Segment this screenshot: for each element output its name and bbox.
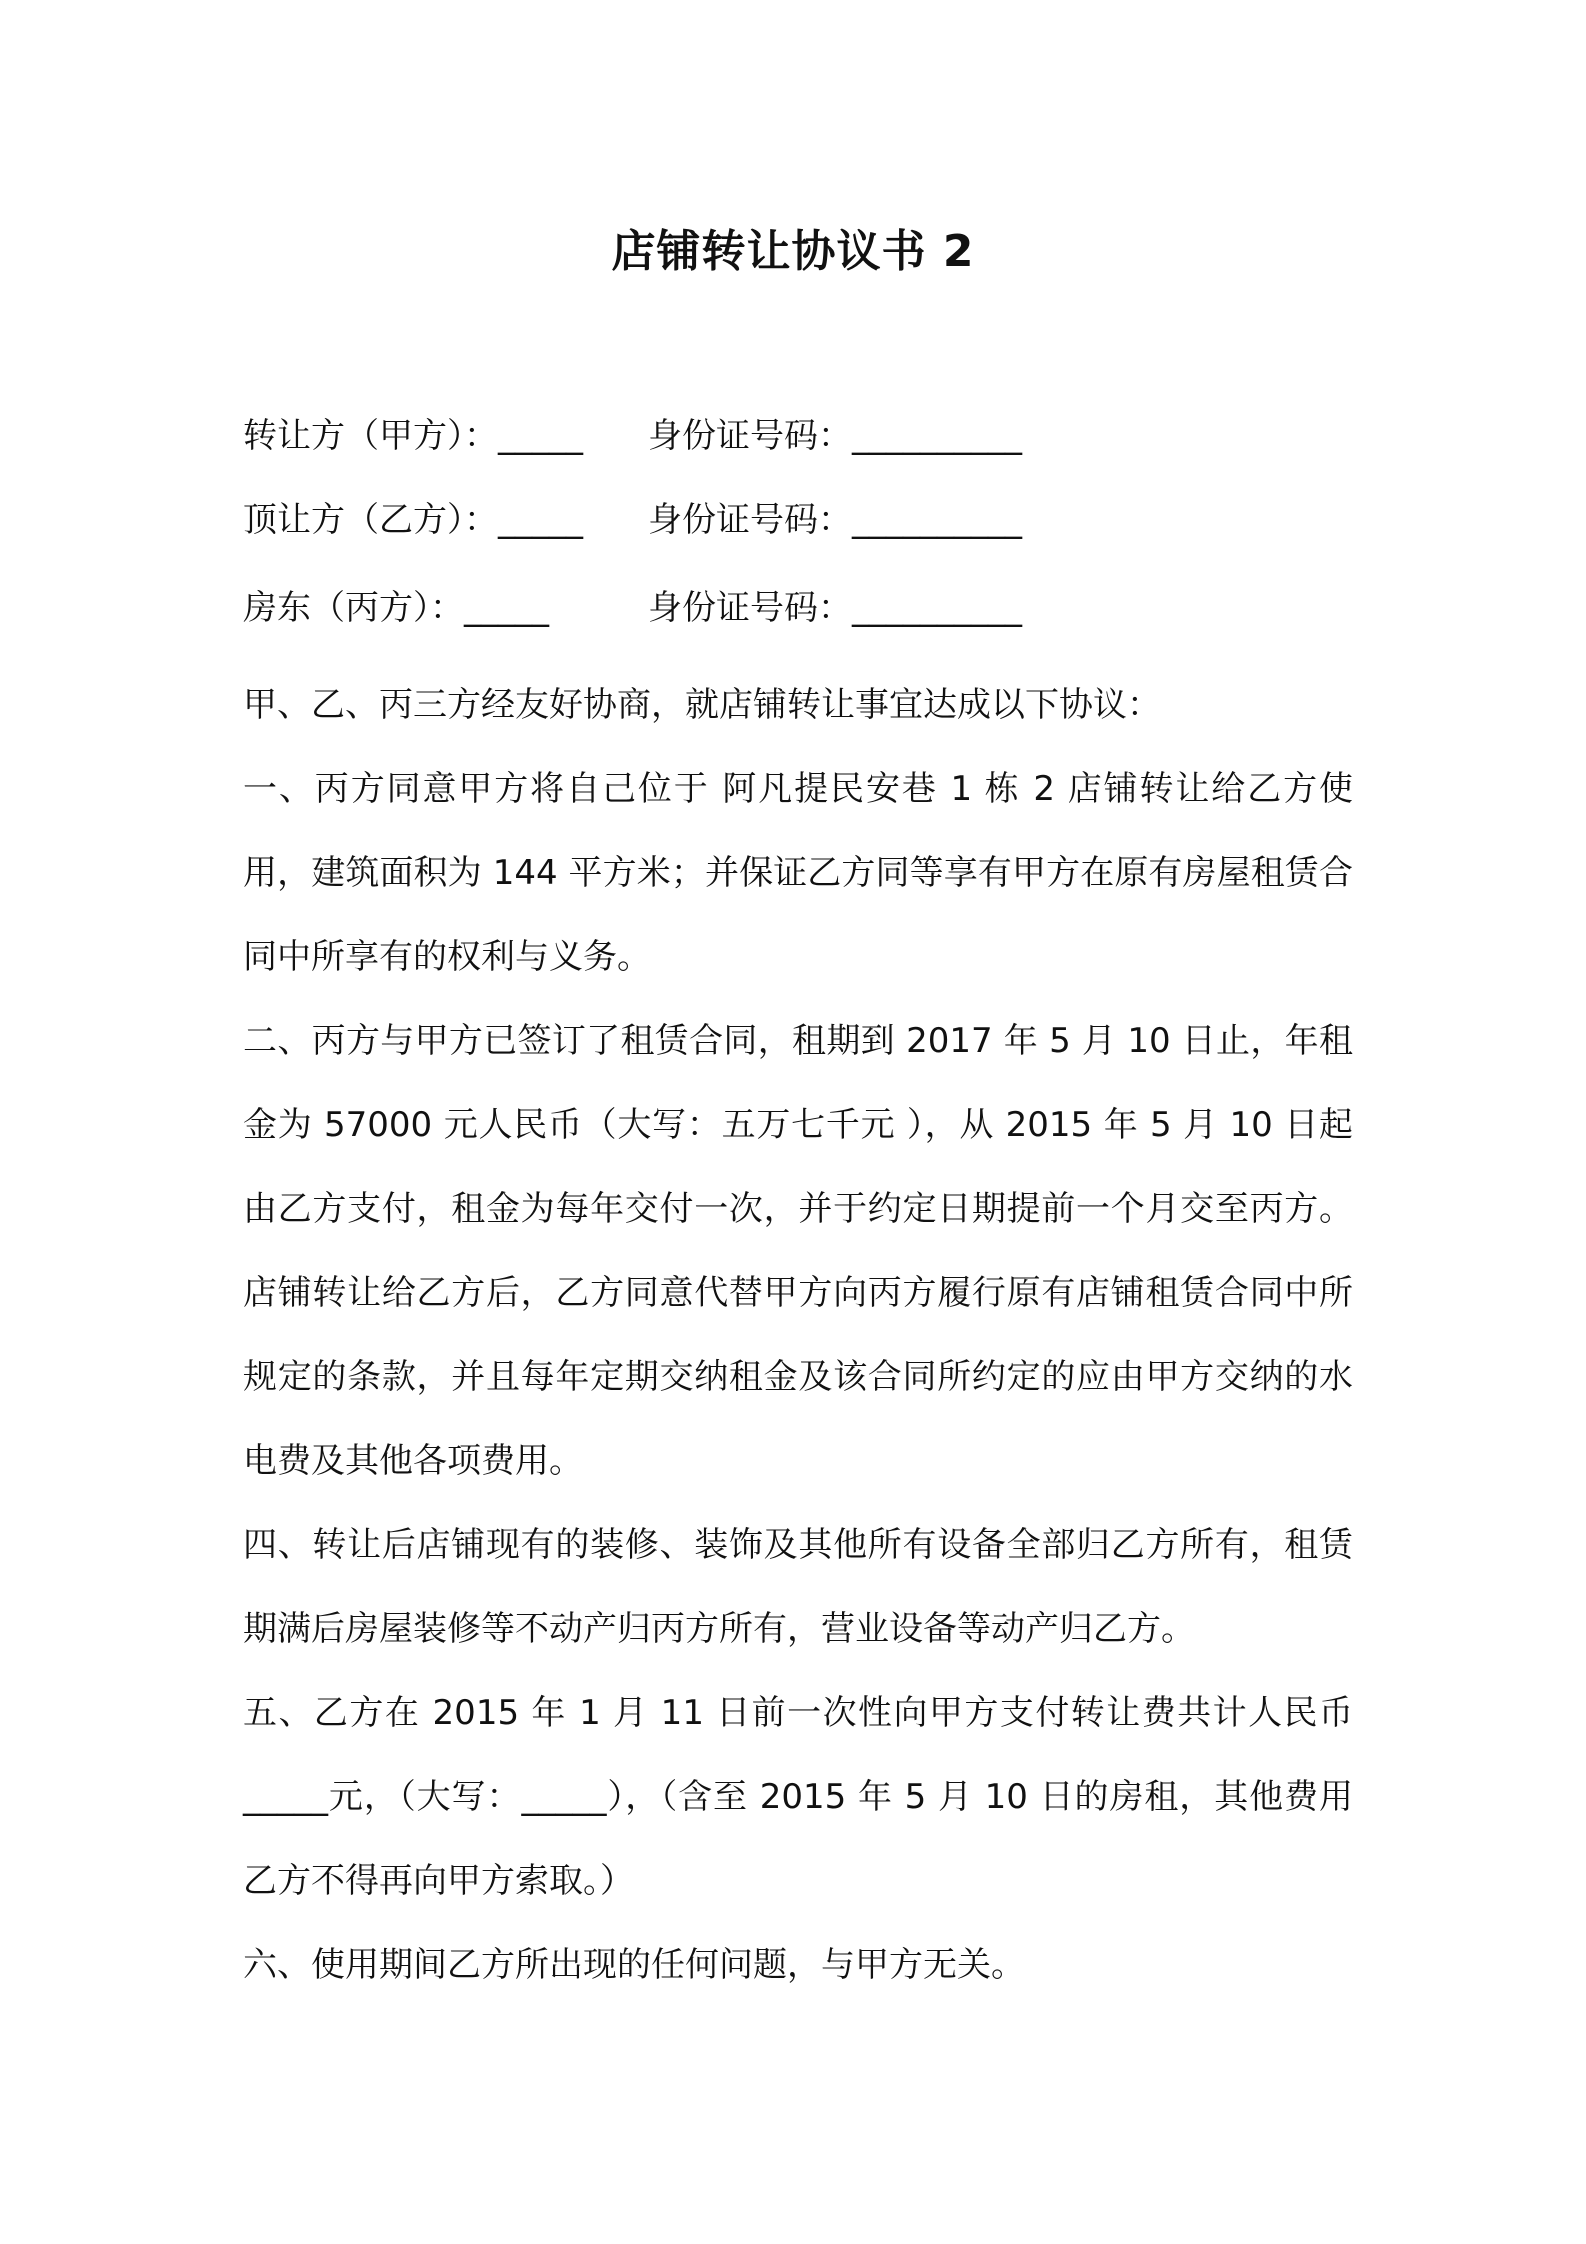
intro-paragraph: 甲、乙、丙三方经友好协商，就店铺转让事宜达成以下协议：	[243, 685, 1161, 725]
landlord-label: 房东（丙方）：_____	[243, 588, 549, 628]
clause-1-paragraph: 一、丙方同意甲方将自己位于 阿凡提民安巷 1 栋 2 店铺转让给乙方使用，建筑面积为 144 平方米；并保证乙方同等享有甲方在原有房屋租赁合同中所享有的权利与义务。	[243, 769, 1353, 977]
clause-2-paragraph: 二、丙方与甲方已签订了租赁合同，租期到 2017 年 5 月 10 日止，年租金为 57000 元人民币（大写：五万七千元 ），从 2015 年 5 月 10 日起由乙方支付，租金为每年交付一次，并于约定日期提前一个月交至丙方。店铺转让给乙方后，乙方同意代替甲方向丙方履行原有店铺租赁合同中所规定的条款，并且每年定期交纳租金及该合同所约定的应由甲方交纳的水电费及其他各项费用。	[243, 1021, 1353, 1481]
clause-6-paragraph: 六、使用期间乙方所出现的任何问题，与甲方无关。	[243, 1945, 1025, 1985]
transferee-id-field: 身份证号码：__________	[648, 500, 1022, 540]
landlord-id-field: 身份证号码：__________	[648, 588, 1022, 628]
agreement-body	[243, 663, 1353, 2007]
transferor-label: 转让方（甲方）：_____	[243, 416, 583, 456]
document-title: 店铺转让协议书 2	[611, 226, 975, 277]
transferor-id-field: 身份证号码：__________	[648, 416, 1022, 456]
clause-5-paragraph: 五、乙方在 2015 年 1 月 11 日前一次性向甲方支付转让费共计人民币_____元，（大写：_____），（含至 2015 年 5 月 10 日的房租，其他费用乙方不得再向甲方索取。）	[243, 1693, 1353, 1901]
clause-4-paragraph: 四、转让后店铺现有的装修、装饰及其他所有设备全部归乙方所有，租赁期满后房屋装修等不动产归丙方所有，营业设备等动产归乙方。	[243, 1525, 1353, 1649]
transferee-label: 顶让方（乙方）：_____	[243, 500, 583, 540]
